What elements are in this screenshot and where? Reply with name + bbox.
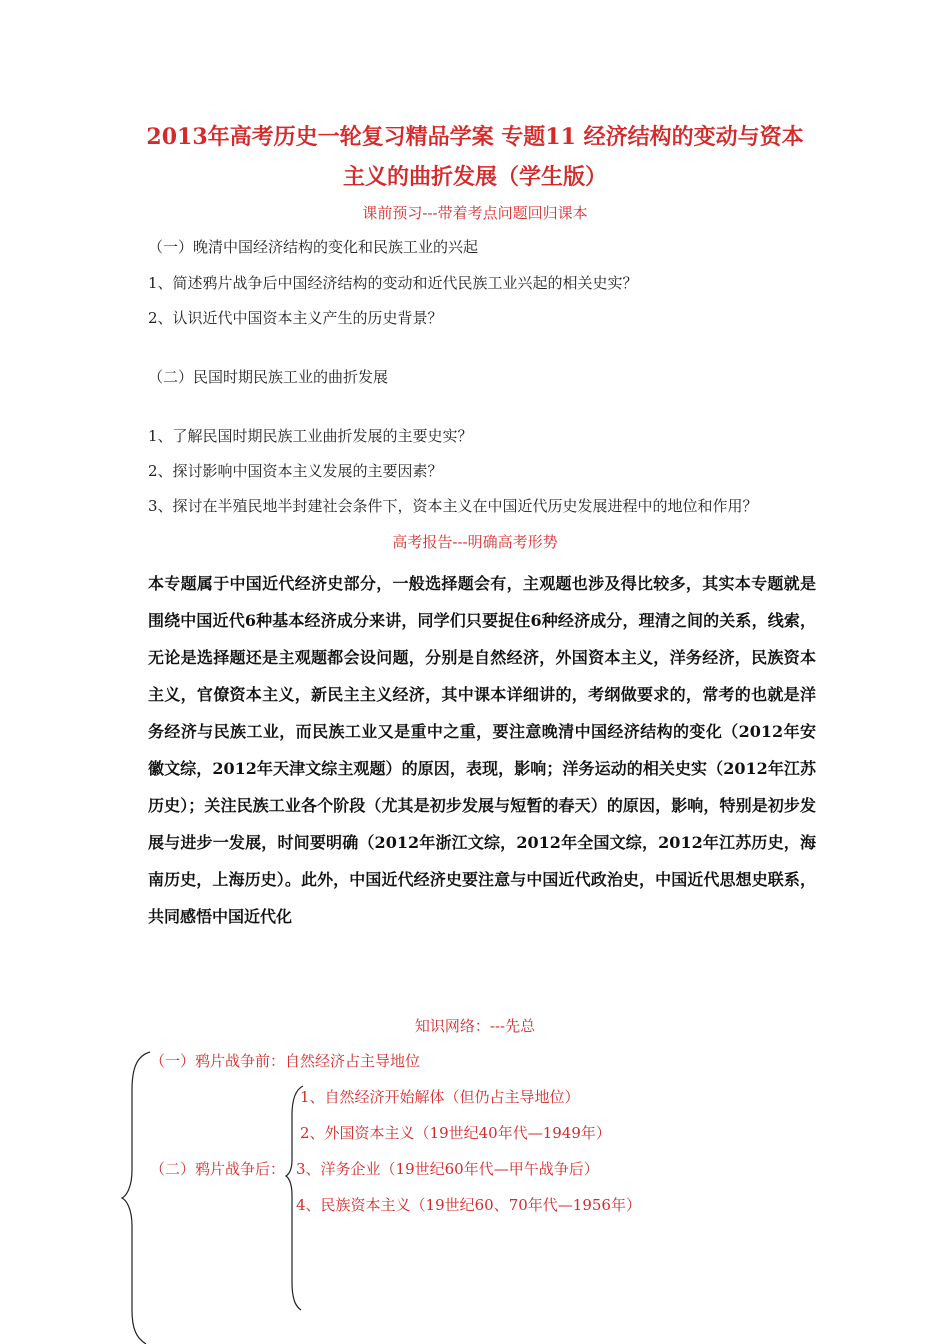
preview-question-5: 3、探讨在半殖民地半封建社会条件下，资本主义在中国近代历史发展进程中的地位和作用？ (148, 497, 758, 515)
preview-part2: （二）民国时期民族工业的曲折发展 (148, 368, 389, 386)
preview-part1: （一）晚清中国经济结构的变化和民族工业的兴起 (148, 238, 479, 256)
network-heading: 知识网络：---先总 (414, 1017, 536, 1035)
report-heading: 高考报告---明确高考形势 (392, 533, 558, 551)
network-item-3: 3、洋务企业（19世纪60年代—甲午战争后） (296, 1160, 599, 1178)
network-item-1: 1、自然经济开始解体（但仍占主导地位） (300, 1088, 580, 1106)
document-title-line2: 主义的曲折发展（学生版） (342, 164, 607, 190)
preview-heading: 课前预习---带着考点问题回归课本 (362, 204, 588, 222)
preview-question-4: 2、探讨影响中国资本主义发展的主要因素？ (148, 462, 443, 480)
report-body: 本专题属于中国近代经济史部分，一般选择题会有，主观题也涉及得比较多，其实本专题就是围绕中国近代6种基本经济成分来讲，同学们只要捉住6种经济成分，理清之间的关系，线索，无论是选择题还是主观题都会设问题，分别是自然经济，外国资本主义，洋务经济，民族资本主义，官僚资本主义，新民主主义经济，其中课本详细讲的，考纲做要求的，常考的也就是洋务经济与民族工业，而民族工业又是重中之重，要注意晚清中国经济结构的变化（2012年安徽文综，2012年天津文综主观题）的原因，表现，影响；洋务运动的相关史实（2012年江苏历史）；关注民族工业各个阶段（尤其是初步发展与短暂的春天）的原因，影响，特别是初步发展与进步一发展，时间要明确（2012年浙江文综，2012年全国文综，2012年江苏历史，海南历史，上海历史）。此外，中国近代经济史要注意与中国近代政治史，中国近代思想史联系，共同感悟中国近代化 (148, 574, 816, 926)
network-item-4: 4、民族资本主义（19世纪60、70年代—1956年） (296, 1196, 641, 1214)
preview-question-3: 1、了解民国时期民族工业曲折发展的主要史实？ (148, 427, 473, 445)
preview-question-2: 2、认识近代中国资本主义产生的历史背景？ (148, 309, 443, 327)
network-after-war: （二）鸦片战争后： (150, 1160, 286, 1178)
outer-brace (122, 1052, 150, 1344)
network-item-2: 2、外国资本主义（19世纪40年代—1949年） (300, 1124, 611, 1142)
preview-question-1: 1、简述鸦片战争后中国经济结构的变动和近代民族工业兴起的相关史实？ (148, 274, 638, 292)
network-before-war: （一）鸦片战争前：自然经济占主导地位 (150, 1052, 421, 1070)
document-title-line1: 2013年高考历史一轮复习精品学案 专题11 经济结构的变动与资本 (146, 124, 804, 150)
